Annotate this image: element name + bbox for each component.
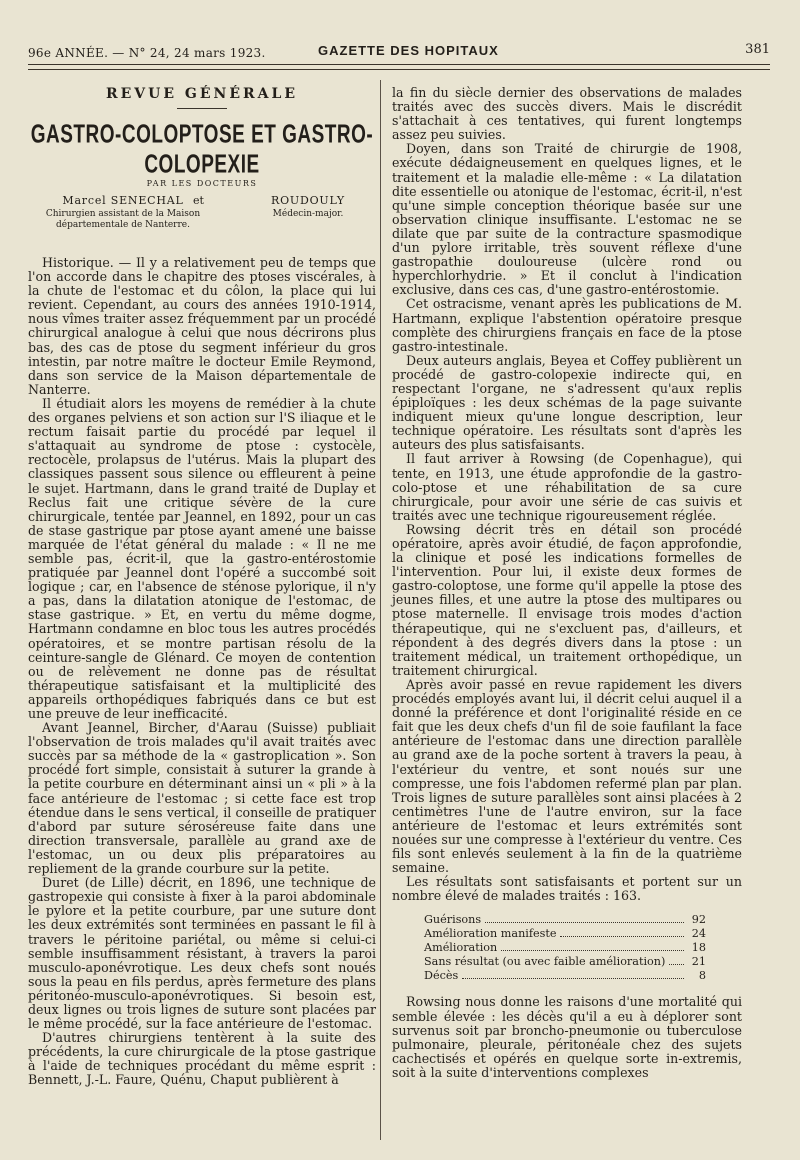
results-label: Amélioration manifeste (424, 927, 557, 941)
journal-title: GAZETTE DES HOPITAUX (318, 43, 499, 58)
paragraph: Avant Jeannel, Bircher, d'Aarau (Suisse) publiait l'observation de trois malades qu'il avait traités avec succès par sa méthode de la « gastroplication ». Son procédé fort simple, consistait à suturer la grande à la petite courbure en déterminant ainsi un « pli » à la face antérieure de l'estomac ; si cette face est trop étendue dans le sens vertical, il conseille de pratiquer d'abord par suture séroséreuse faite dans une direction transversale, parallèle au grand axe de l'estomac, un ou deux plis préparatoires au repliement de la grande courbure sur la petite. (28, 720, 376, 877)
section-rubric: REVUE GÉNÉRALE (105, 86, 299, 102)
results-label: Sans résultat (ou avec faible amélioration) (424, 955, 666, 969)
results-row (392, 913, 742, 927)
running-head (28, 40, 770, 62)
results-table (392, 913, 742, 983)
paragraph: Après avoir passé en revue rapidement les divers procédés employés avant lui, il décrit celui auquel il a donné la préférence et dont l'originalité réside en ce fait que les deux chefs d'un fil de soie faufilant la face antérieure de l'estomac dans une direction parallèle au grand axe de la poche sortent à travers la peau, à l'extérieur du ventre, et sont noués sur une compresse, une fois l'abdomen refermé plan par plan. Trois lignes de suture parallèles sont ainsi placées à 2 centimètres l'une de l'autre environ, sur la face antérieure de l'estomac et leurs extrémités sont nouées sur une compresse à l'extérieur du ventre. Ces fils sont enlevés seulement à la fin de la quatrième semaine. (392, 676, 742, 876)
results-value: 8 (698, 969, 706, 983)
paragraph: Cet ostracisme, venant après les publications de M. Hartmann, explique l'abstention opératoire presque complète des chirurgiens français en face de la ptose gastro-intestinale. (392, 296, 742, 354)
results-value: 24 (691, 927, 706, 941)
results-label: Décès (424, 969, 459, 983)
rubric-rule (177, 108, 227, 109)
results-value: 21 (691, 955, 706, 969)
dot-leader (669, 964, 684, 965)
author-name: Marcel SENECHAL (62, 194, 184, 207)
paragraph: Il faut arriver à Rowsing (de Copenhague), qui tente, en 1913, une étude approfondie de la gastro-colo-ptose et une réhabilitation de sa cure chirurgicale, pour avoir une série de cas suivis et traités avec une technique rigoureusement réglée. (392, 451, 742, 523)
paragraph: Deux auteurs anglais, Beyea et Coffey publièrent un procédé de gastro-colopexie indirecte qui, en respectant l'organe, ne s'adressent qu'aux replis épiploïques : les deux schémas de la page suivante indiquent mieux qu'une longue description, leur technique opératoire. Les résultats sont d'après les auteurs des plus satisfaisants. (392, 352, 742, 453)
dot-leader (560, 936, 684, 937)
results-row (392, 955, 742, 969)
results-row (392, 969, 742, 983)
column-divider (380, 80, 381, 1140)
header-rule-bottom (28, 69, 770, 70)
results-row (392, 927, 742, 941)
results-value: 18 (691, 941, 706, 955)
paragraph: la fin du siècle dernier des observations de malades traités avec des succès divers. Mais le discrédit s'attachait à ces tentatives, qui furent longtemps assez peu suivies. (392, 85, 742, 143)
paragraph: Doyen, dans son Traité de chirurgie de 1908, exécute dédaigneusement en quelques lignes, et le traitement et la maladie elle-même : « La dilatation dite essentielle ou atonique de l'estomac, écrit-il, n'est qu'une simple conception théorique basée sur une observation clinique insuffisante. L'estomac ne se dilate que par suite de la contracture spasmodique d'un pylore irritable, très souvent réflexe d'une gastropathie douloureuse (ulcère rond ou hyperchlorhydrie. » Et il conclut à l'indication exclusive, dans ces cas, d'une gastro-entérostomie. (392, 141, 742, 298)
left-column (28, 86, 376, 1088)
dot-leader (485, 922, 684, 923)
dot-leader (462, 978, 684, 979)
page-number: 381 (745, 42, 770, 57)
paragraph: Historique. — Il y a relativement peu de temps que l'on accorde dans le chapitre des ptoses viscérales, à la chute de l'estomac et du côlon, la place qui lui revient. Cependant, au cours des années 1910-1914, nous vîmes traiter assez fréquemment par un procédé chirurgical analogue à celui que nous décrirons plus bas, des cas de ptose du segment inférieur du gros intestin, par notre maître le docteur Emile Reymond, dans son service de la Maison départementale de Nanterre. (28, 255, 376, 397)
dot-leader (501, 950, 684, 951)
author-role: Médecin-major. (272, 209, 344, 219)
results-value: 92 (691, 913, 706, 927)
results-label: Guérisons (424, 913, 482, 927)
author-name: ROUDOULY (271, 194, 345, 207)
paragraph: D'autres chirurgiens tentèrent à la suite des précédents, la cure chirurgicale de la ptose gastrique à l'aide de techniques procédant du même esprit : Bennett, J.-L. Faure, Quénu, Chaput publièrent à (28, 1030, 376, 1088)
paragraph: Les résultats sont satisfaisants et portent sur un nombre élevé de malades traités : 163. (392, 874, 742, 904)
results-label: Amélioration (424, 941, 498, 955)
article-title: GASTRO-COLOPTOSE ET GASTRO-COLOPEXIE (30, 121, 374, 180)
results-row (392, 941, 742, 955)
author-senechal (38, 194, 208, 231)
header-rule-top (28, 64, 770, 65)
issue-info: 96e ANNÉE. — N° 24, 24 mars 1923. (28, 46, 266, 60)
paragraph: Rowsing décrit très en détail son procédé opératoire, après avoir étudié, de façon approfondie, la clinique et posé les indications formelles de l'intervention. Pour lui, il existe deux formes de gastro-coloptose, une forme qu'il appelle la ptose des jeunes filles, et une autre la ptose des multipares ou ptose maternelle. Il envisage trois modes d'action thérapeutique, qui ne s'excluent pas, d'ailleurs, et répondent à des degrés divers dans la ptose : un traitement médical, un traitement orthopédique, un traitement chirurgical. (392, 521, 742, 678)
right-column (392, 86, 742, 1080)
paragraph: Rowsing nous donne les raisons d'une mortalité qui semble élevée : les décès qu'il a eu à déplorer sont survenus soit par broncho-pneumonie ou tuberculose pulmonaire, pleurale, péritonéale chez des sujets cachectisés et opérés en quelque sorte in-extremis, soit à la suite d'interventions complexes (392, 994, 742, 1080)
paragraph: Duret (de Lille) décrit, en 1896, une technique de gastropexie qui consiste à fixer à la paroi abdominale le pylore et la petite courbure, par une suture dont les deux extrémités sont terminées en passant le fil à travers le péritoine pariétal, ou même si celui-ci semble insuffisamment résistant, à travers la paroi musculo-aponévrotique. Les deux chefs sont noués sous la peau en fils perdus, après fermeture des plans péritonéo-musculo-aponévrotiques. Si besoin est, deux lignes ou trois lignes de suture sont placées par le même procédé, sur la face antérieure de l'estomac. (28, 875, 376, 1032)
author-conjunction: et (193, 194, 204, 207)
author-role: Chirurgien assistant de la Maison départementale de Nanterre. (45, 209, 201, 230)
paragraph: Il étudiait alors les moyens de remédier à la chute des organes pelviens et son action sur l'S iliaque et le rectum faisait partie du procédé par lequel il s'attaquait au syndrome de ptose : cystocèle, rectocèle, prolapsus de l'utérus. Mais la plupart des classiques passent sous silence ou effleurent à peine le sujet. Hartmann, dans le grand traité de Duplay et Reclus fait une critique sévère de la cure chirurgicale, tentée par Jeannel, en 1892, pour un cas de stase gastrique par ptose ayant amené une baisse marquée de l'état général du malade : « Il ne me semble pas, écrit-il, que la gastro-entérostomie pratiquée par Jeannel dont l'opéré a succombé soit logique ; car, en l'absence de sténose pylorique, il n'y a pas, dans la dilatation atonique de l'estomac, de stase gastrique. » Et, en vertu du même dogme, Hartmann condamne en bloc tous les autres procédés opératoires, et se montre partisan résolu de la ceinture-sangle de Glénard. Ce moyen de contention ou de relèvement ne donne pas de résultat thérapeutique satisfaisant et la multiplicité des appareils orthopédiques fabriqués dans ce but est une preuve de leur inefficacité. (28, 395, 376, 721)
authors-block (28, 194, 376, 256)
author-roudouly (248, 194, 368, 220)
byline: PAR LES DOCTEURS (146, 179, 258, 188)
